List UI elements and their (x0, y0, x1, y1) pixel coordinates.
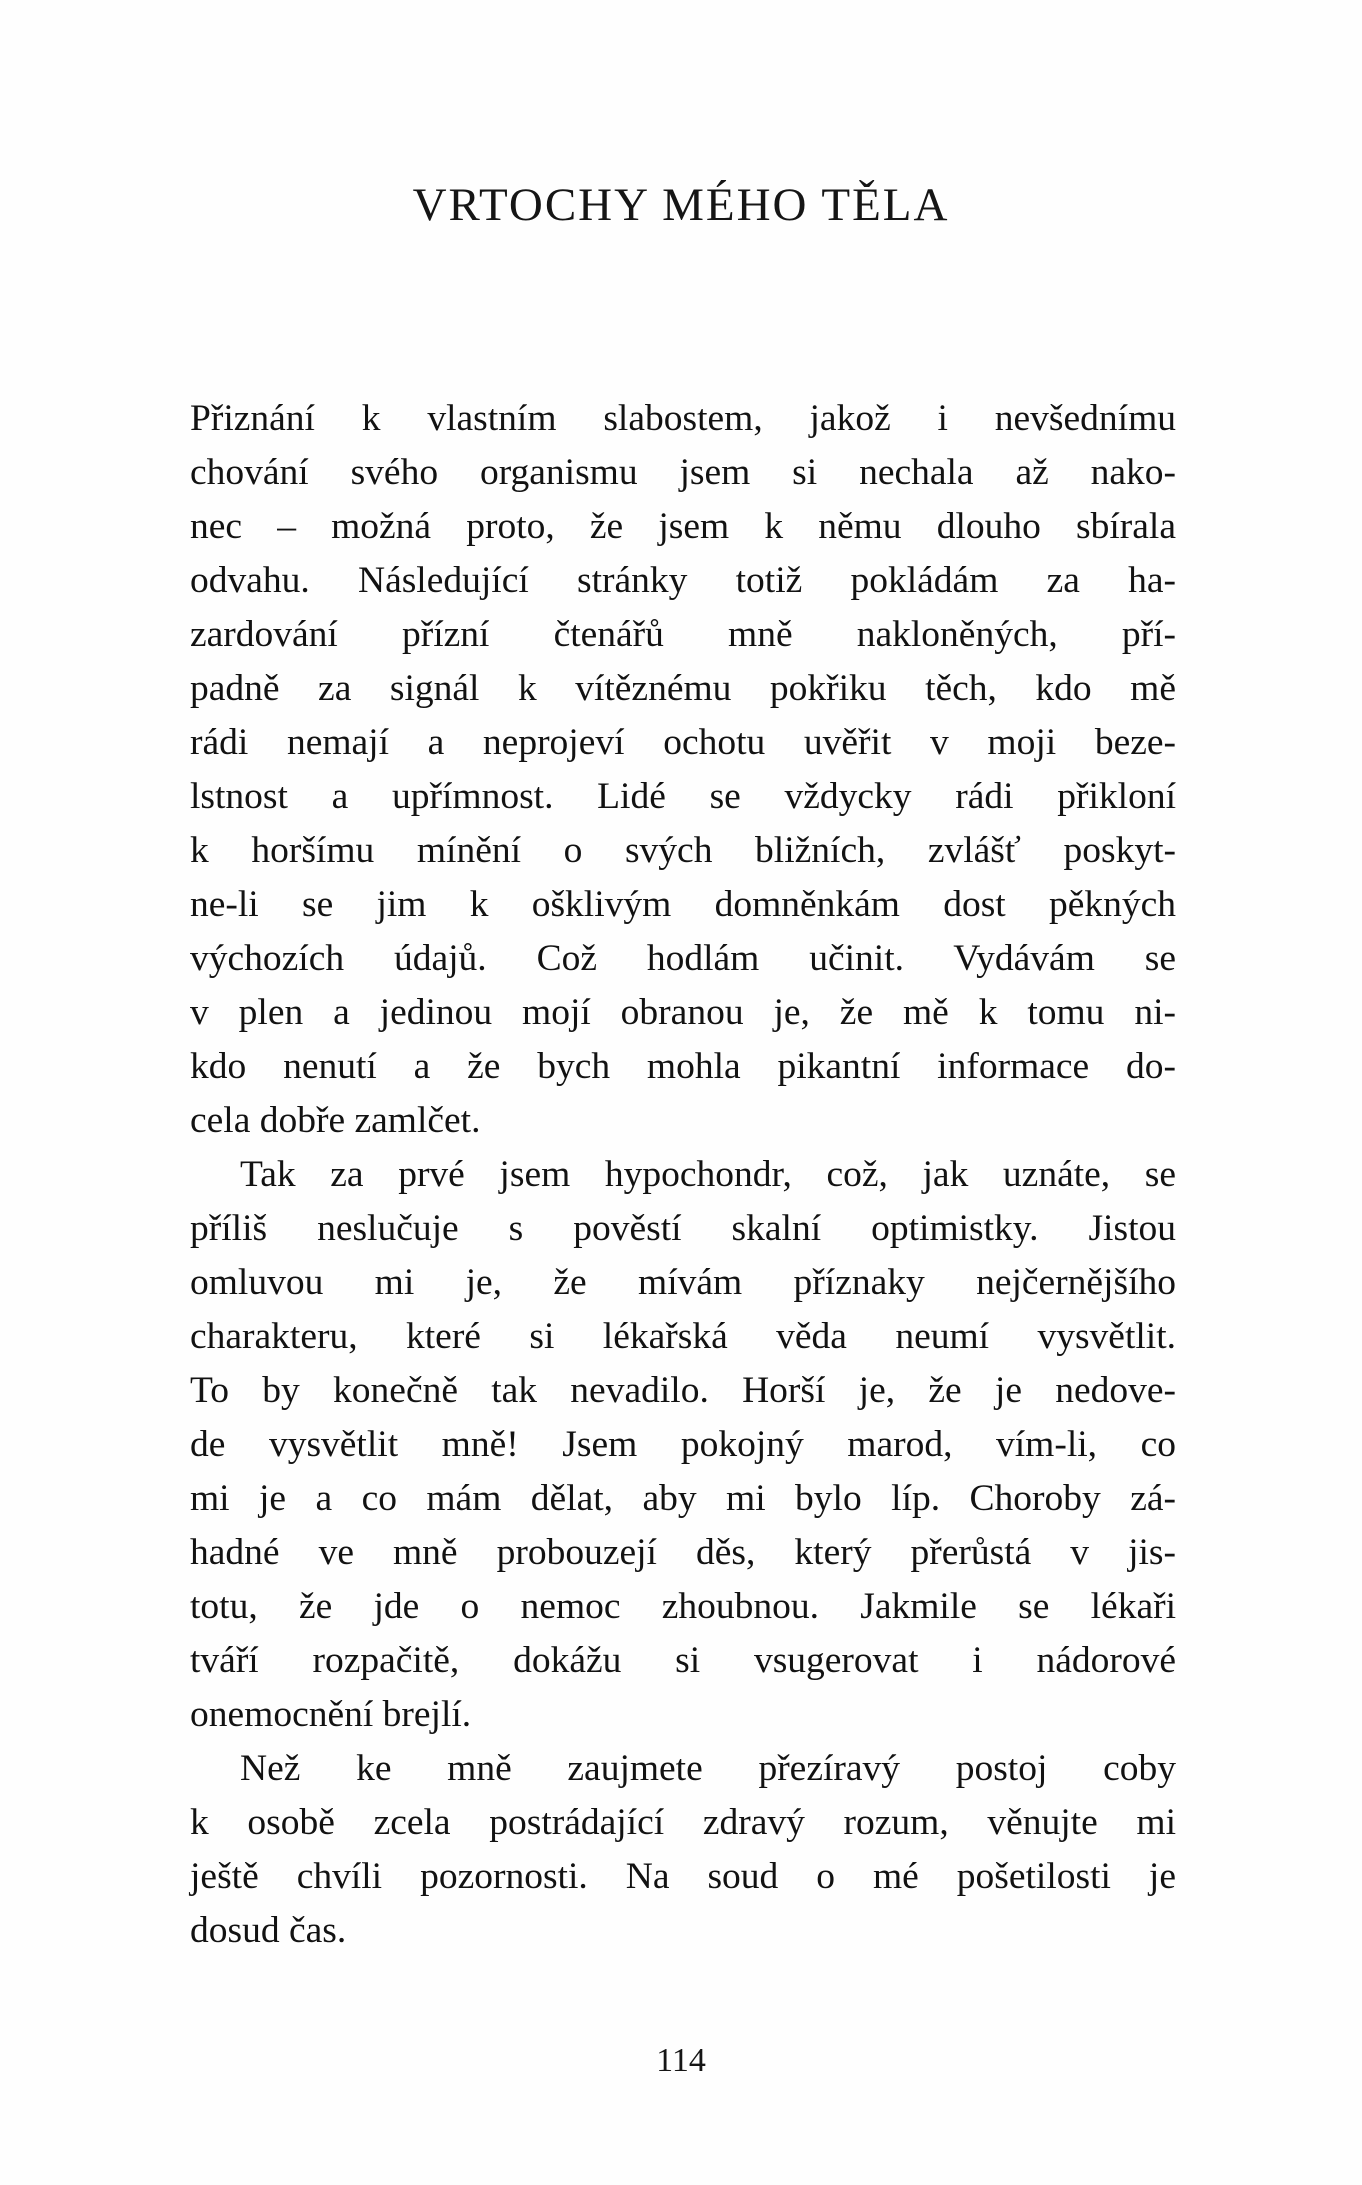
text-line: ještě chvíli pozornosti. Na soud o mé pošetilosti je (190, 1856, 1176, 1897)
paragraph (190, 392, 1176, 1148)
text-line: onemocnění brejlí. (190, 1694, 472, 1735)
chapter-title: VRTOCHY MÉHO TĚLA (412, 179, 950, 231)
text-line: cela dobře zamlčet. (190, 1100, 481, 1141)
text-line: tváří rozpačitě, dokážu si vsugerovat i nádorové (190, 1640, 1176, 1681)
page-number: 114 (656, 2042, 706, 2079)
text-line: nec – možná proto, že jsem k němu dlouho sbírala (190, 506, 1176, 547)
text-line: zardování přízní čtenářů mně nakloněných, pří- (190, 614, 1176, 655)
text-line: chování svého organismu jsem si nechala až nako- (190, 452, 1176, 493)
body-text (190, 392, 1176, 1958)
text-line: Než ke mně zaujmete přezíravý postoj coby (240, 1748, 1176, 1789)
text-line: mi je a co mám dělat, aby mi bylo líp. Choroby zá- (190, 1478, 1176, 1519)
paragraph (190, 1742, 1176, 1958)
text-line: výchozích údajů. Což hodlám učinit. Vydávám se (190, 938, 1176, 979)
text-line: lstnost a upřímnost. Lidé se vždycky rádi přikloní (190, 776, 1176, 817)
text-line: dosud čas. (190, 1910, 347, 1951)
text-line: rádi nemají a neprojeví ochotu uvěřit v moji beze- (190, 722, 1176, 763)
text-line: k horšímu mínění o svých bližních, zvlášť poskyt- (190, 830, 1176, 871)
text-line: k osobě zcela postrádající zdravý rozum, věnujte mi (190, 1802, 1176, 1843)
text-line: totu, že jde o nemoc zhoubnou. Jakmile se lékaři (190, 1586, 1176, 1627)
text-line: kdo nenutí a že bych mohla pikantní informace do- (190, 1046, 1176, 1087)
text-line: charakteru, které si lékařská věda neumí vysvětlit. (190, 1316, 1176, 1357)
text-line: Přiznání k vlastním slabostem, jakož i nevšednímu (190, 398, 1176, 439)
text-line: de vysvětlit mně! Jsem pokojný marod, vím-li, co (190, 1424, 1176, 1465)
text-line: omluvou mi je, že mívám příznaky nejčernějšího (190, 1262, 1176, 1303)
text-line: hadné ve mně probouzejí děs, který přerůstá v jis- (190, 1532, 1176, 1573)
text-line: příliš neslučuje s pověstí skalní optimistky. Jistou (190, 1208, 1176, 1249)
text-line: ne-li se jim k ošklivým domněnkám dost pěkných (190, 884, 1176, 925)
paragraph (190, 1148, 1176, 1742)
text-line: odvahu. Následující stránky totiž pokládám za ha- (190, 560, 1176, 601)
text-line: Tak za prvé jsem hypochondr, což, jak uznáte, se (240, 1154, 1176, 1195)
text-line: padně za signál k vítěznému pokřiku těch, kdo mě (190, 668, 1176, 709)
text-line: v plen a jedinou mojí obranou je, že mě k tomu ni- (190, 992, 1176, 1033)
text-line: To by konečně tak nevadilo. Horší je, že je nedove- (190, 1370, 1176, 1411)
